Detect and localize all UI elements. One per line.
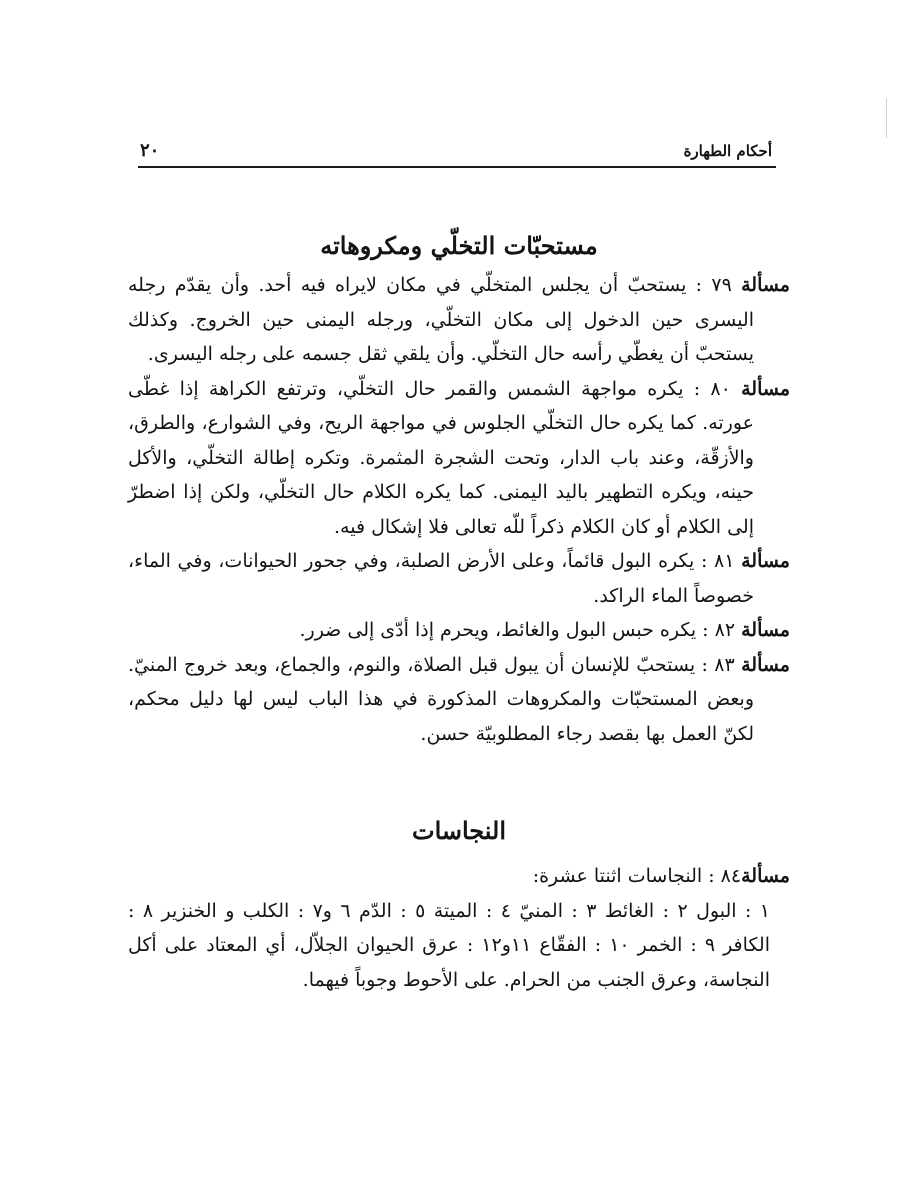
issue-paragraph bbox=[128, 859, 790, 894]
issue-paragraph bbox=[128, 613, 790, 648]
issue-label: مسألة bbox=[741, 865, 790, 887]
issue-label: مسألة bbox=[741, 550, 790, 572]
issue-label: مسألة bbox=[741, 274, 790, 296]
impurities-list: ١ : البول ٢ : الغائط ٣ : المنيّ ٤ : الميتة ٥ : الدّم ٦ و٧ : الكلب و الخنزير ٨ : الكافر ٩ : الخمر ١٠ : الفقّاع ١١و١٢ : عرق الحيوان الجلاّل، أي المعتاد على أكل النجاسة، وعرق الجنب من الحرام. على الأحوط وجوباً فيهما. bbox=[128, 899, 770, 991]
issue-paragraph bbox=[128, 268, 790, 372]
issue-label: مسألة bbox=[741, 653, 790, 676]
issue-paragraph bbox=[128, 544, 790, 613]
issue-paragraph bbox=[128, 648, 790, 752]
page-edge-mark bbox=[886, 98, 887, 138]
issue-label: مسألة bbox=[741, 619, 790, 641]
issue-paragraph bbox=[128, 372, 790, 545]
issue-text: ٨٣ : يستحبّ للإنسان أن يبول قبل الصلاة، والنوم، والجماع، وبعد خروج المنيّ. وبعض المستحبّات والمكروهات المذكورة في هذا الباب ليس لها دليل محكم، لكنّ العمل بها بقصد رجاء المطلوبيّة حسن. bbox=[128, 653, 754, 745]
page-body bbox=[128, 224, 790, 997]
section-title: النجاسات bbox=[411, 816, 507, 845]
issue-text: ٨١ : يكره البول قائماً، وعلى الأرض الصلبة، وفي جحور الحيوانات، وفي الماء، خصوصاً الماء الراكد. bbox=[128, 550, 754, 607]
issue-label: مسألة bbox=[741, 377, 791, 400]
issue-text: ٨٤ : النجاسات اثنتا عشرة: bbox=[532, 865, 742, 887]
issue-text: ٨٠ : يكره مواجهة الشمس والقمر حال التخلّي، وترتفع الكراهة إذا غطّى عورته. كما يكره حال التخلّي الجلوس في مواجهة الريح، وفي الشوارع، والطرق، والأزقّة، وعند باب الدار، وتحت الشجرة المثمرة. وتكره إطالة التخلّي، والأكل حينه، ويكره التطهير باليد اليمنى. كما يكره الكلام حال التخلّي، ولكن إذا اضطرّ إلى الكلام أو كان الكلام ذكراً للّه تعالى فلا إشكال فيه. bbox=[128, 377, 754, 538]
issue-text: ٨٢ : يكره حبس البول والغائط، ويحرم إذا أدّى إلى ضرر. bbox=[299, 619, 736, 641]
running-header bbox=[138, 140, 772, 166]
page-number: ٢٠ bbox=[140, 140, 160, 161]
section-title: مستحبّات التخلّي ومكروهاته bbox=[320, 231, 598, 260]
header-rule bbox=[138, 166, 776, 168]
chapter-title: أحكام الطهارة bbox=[683, 142, 772, 160]
issue-text: ٧٩ : يستحبّ أن يجلس المتخلّي في مكان لايراه فيه أحد. وأن يقدّم رجله اليسرى حين الدخول إلى مكان التخلّي، ورجله اليمنى حين الخروج. وكذلك يستحبّ أن يغطّي رأسه حال التخلّي. وأن يلقي ثقل جسمه على رجله اليسرى. bbox=[128, 274, 754, 365]
